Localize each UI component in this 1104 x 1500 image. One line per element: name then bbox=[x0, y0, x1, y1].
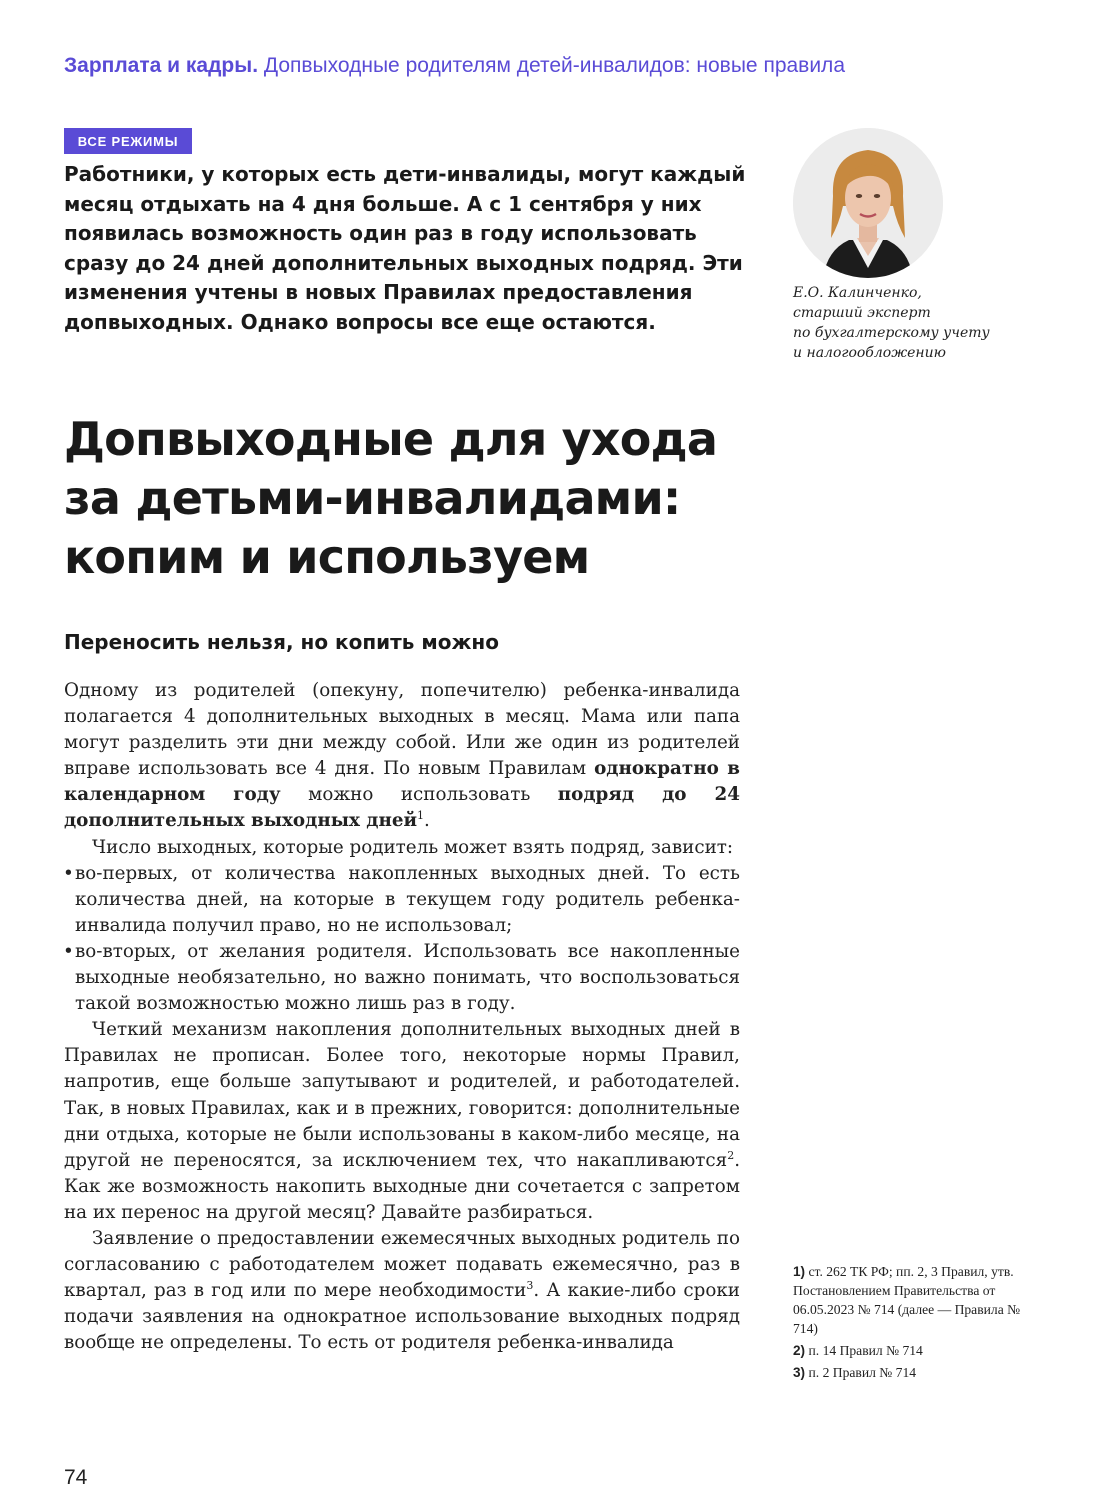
footnote-text: ст. 262 ТК РФ; пп. 2, 3 Правил, утв. Постановлением Правительства от 06.05.2023 № 714 (далее — Правила № 714) bbox=[793, 1264, 1021, 1336]
body-text: Заявление о предоставлении ежемесячных выходных родитель по согласованию с работодателем может подавать ежемесячно, раз в квартал, раз в год или по мере необходимости bbox=[64, 1227, 740, 1302]
article-title-line-3: копим и используем bbox=[64, 530, 590, 584]
footnote-ref-1[interactable]: 1 bbox=[417, 809, 425, 823]
body-text: . Как же возможность накопить выходные дни сочетается с запретом на их перенос на другой месяц? Давайте разбираться. bbox=[64, 1149, 740, 1223]
footnote-1 bbox=[793, 1262, 1043, 1338]
list-item-text: во-первых, от количества накопленных выходных дней. То есть количества дней, на которые в текущем году родитель ребенка-инвалида получил право, но не использовал; bbox=[75, 862, 740, 936]
article-title-line-2: за детьми-инвалидами: bbox=[64, 471, 681, 525]
footnote-number: 1) bbox=[793, 1264, 806, 1279]
body-paragraph-3 bbox=[64, 1017, 740, 1226]
author-portrait-illustration bbox=[793, 128, 943, 278]
footnotes bbox=[793, 1262, 1043, 1385]
running-head-title: Допвыходные родителям детей-инвалидов: новые правила bbox=[263, 54, 845, 77]
body-emphasis: подряд до 24 дополнительных выходных дней bbox=[64, 784, 740, 832]
footnote-text: п. 2 Правил № 714 bbox=[808, 1365, 917, 1380]
footnote-ref-3[interactable]: 3 bbox=[526, 1279, 534, 1293]
lead-paragraph: Работники, у которых есть дети-инвалиды, могут каждый месяц отдыхать на 4 дня больше. А с 1 сентября у них появилась возможность один раз в году использовать сразу до 24 дней дополнительных выходных подряд. Эти изменения учтены в новых Правилах предоставления допвыходных. Однако вопросы все еще остаются. bbox=[64, 162, 746, 334]
body-paragraph-2: Число выходных, которые родитель может взять подряд, зависит: bbox=[92, 836, 734, 858]
author-caption bbox=[793, 283, 1043, 363]
body-emphasis: однократно в календарном году bbox=[64, 758, 740, 806]
author-name: Е.О. Калинченко, bbox=[793, 285, 922, 301]
body-paragraph-4 bbox=[64, 1226, 740, 1356]
running-head bbox=[64, 54, 845, 78]
body-text: можно использовать bbox=[280, 784, 558, 806]
body-text: Одному из родителей (опекуну, попечителю) ребенка-инвалида полагается 4 дополнительных выходных в месяц. Мама или папа могут разделить эти дни между собой. Или же один из родителей вправе использовать все 4 дня. По новым Правилам bbox=[64, 680, 740, 780]
section-heading: Переносить нельзя, но копить можно bbox=[64, 630, 499, 654]
author-role-line-2: по бухгалтерскому учету bbox=[793, 325, 990, 341]
bullet-icon: • bbox=[63, 940, 74, 962]
page-number: 74 bbox=[64, 1466, 88, 1489]
body-text: Четкий механизм накопления дополнительных выходных дней в Правилах не прописан. Более того, некоторые нормы Правил, напротив, еще больше запутывают и родителей, и работодателей. Так, в новых Правилах, как и в прежних, говорится: дополнительные дни отдыха, которые не были использованы в каком-либо месяце, на другой не переносятся, за исключением тех, что накапливаются bbox=[64, 1019, 740, 1171]
article-body bbox=[64, 678, 740, 1356]
list-item bbox=[64, 861, 740, 939]
body-bullet-list bbox=[64, 861, 740, 1018]
list-item-text: во-вторых, от желания родителя. Использовать все накопленные выходные необязательно, но важно понимать, что воспользоваться такой возможностью можно лишь раз в году. bbox=[75, 940, 740, 1015]
body-paragraph-1 bbox=[64, 678, 740, 835]
footnote-3 bbox=[793, 1363, 1043, 1382]
footnote-text: п. 14 Правил № 714 bbox=[808, 1343, 923, 1358]
article-title-line-1: Допвыходные для ухода bbox=[64, 412, 718, 466]
article-title bbox=[64, 410, 864, 587]
list-item bbox=[64, 939, 740, 1017]
footnote-ref-2[interactable]: 2 bbox=[727, 1148, 735, 1162]
running-head-section: Зарплата и кадры. bbox=[64, 54, 259, 77]
footnote-number: 2) bbox=[793, 1343, 806, 1358]
body-text: . bbox=[424, 810, 430, 832]
footnote-number: 3) bbox=[793, 1365, 806, 1380]
tax-regime-badge: ВСЕ РЕЖИМЫ bbox=[64, 128, 192, 154]
author-role-line-3: и налогообложению bbox=[793, 345, 946, 361]
footnote-2 bbox=[793, 1341, 1043, 1360]
author-role-line-1: старший эксперт bbox=[793, 305, 931, 321]
bullet-icon: • bbox=[63, 862, 74, 884]
author-photo bbox=[793, 128, 943, 278]
body-text: . А какие-либо сроки подачи заявления на однократное использование выходных подряд вообще не определены. То есть от родителя ребенка-инвалида bbox=[64, 1280, 740, 1354]
